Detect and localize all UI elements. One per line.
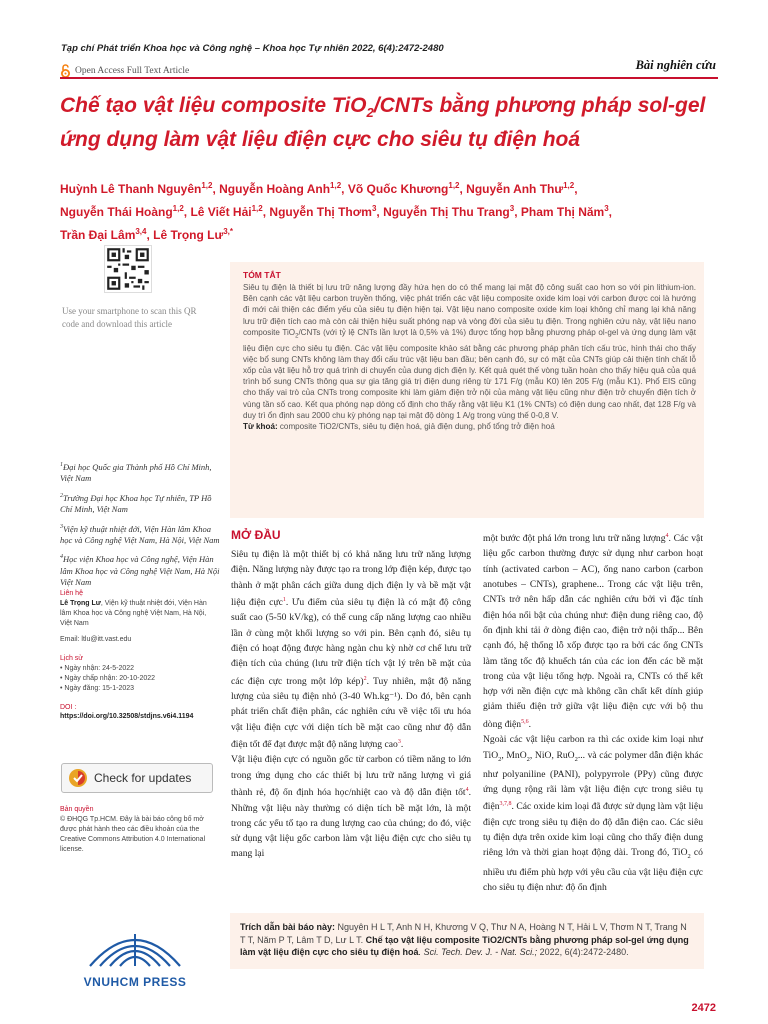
contact-heading: Liên hệ bbox=[60, 590, 83, 597]
keywords: Từ khoá: composite TiO2/CNTs, siêu tụ điện hoá, giả điện dung, phổ tổng trở điện hoá bbox=[243, 422, 555, 432]
vnuhcm-press-logo bbox=[60, 920, 210, 988]
author: Trần Đại Lâm$^{3,4}$, bbox=[60, 227, 154, 242]
affiliations bbox=[60, 460, 220, 595]
article-info bbox=[60, 586, 210, 720]
doi-heading: DOI : bbox=[60, 704, 77, 711]
title-line1-pre: Chế tạo vật liệu composite TiO bbox=[60, 94, 367, 117]
qr-caption: Use your smartphone to scan this QR code and download this article bbox=[62, 306, 197, 329]
author: Nguyễn Thái Hoàng$^{1,2}$, bbox=[60, 204, 191, 219]
author: Nguyễn Hoàng Anh$^{1,2}$, bbox=[219, 181, 348, 196]
history-item: • Ngày chấp nhận: 20-10-2022 bbox=[60, 675, 156, 682]
abstract-heading: TÓM TẮT bbox=[243, 270, 281, 280]
paragraph: Siêu tụ điện là một thiết bị có khả năng lưu trữ năng lượng điện. Năng lượng này được tạo ra trong lớp điện kép, được tạo thành ở mặt phân cách giữa dung dịch điện ly và bề mặt vật liệu điện cực$^1$. Ưu điểm của siêu tụ điện là có mật độ công suất cao (5-50 kV/kg), có thể cung cấp năng lượng cao nhiều lần ở cùng một khối lượng so với pin. Bên cạnh đó, siêu tụ điện có hoạt động được hàng ngàn chu kỳ nhờ cơ chế lưu trữ điện tích của chúng (lưu trữ điện tích vật lý trên bề mặt của các điện cực trong một lớp kép)$^2$. Tuy nhiên, mật độ năng lượng của siêu tụ điện nhỏ (3-40 Wh.kg⁻¹). Do đó, bên cạnh phát triển chất điện phân, các nghiên cứu về việc tối ưu hóa vật liệu điện cực với diện tích bề mặt cao cũng như độ dẫn điện tốt để đạt được mật độ năng lượng cao$^3$. bbox=[231, 549, 472, 751]
contact-info: Lê Trọng Lư, Viện kỹ thuật nhiệt đới, Viện Hàn lâm Khoa học và Công nghệ Việt Nam, Hà Nội, Việt Nam bbox=[60, 600, 207, 627]
author: Nguyễn Thị Thu Trang$^3$, bbox=[383, 204, 521, 219]
citation-journal: . Sci. Tech. Dev. J. - Nat. Sci.; bbox=[418, 947, 538, 957]
page-number: 2472 bbox=[691, 1002, 716, 1014]
author-list bbox=[60, 176, 700, 245]
qr-code[interactable] bbox=[104, 245, 152, 293]
citation-label: Trích dẫn bài báo này: bbox=[240, 922, 336, 932]
open-access-icon bbox=[60, 64, 71, 78]
citation-authors: Nguyên H L T, Anh N H, Khương V Q, Thư N A, Hoàng N T, Hải L V, Thơm N T, Trang N T T, Năm P T, Lâm T D, Lư L T. bbox=[240, 922, 687, 945]
copyright-heading: Bản quyền bbox=[60, 806, 94, 813]
abstract-box bbox=[230, 262, 704, 518]
title-subscript: 2 bbox=[366, 105, 374, 121]
history-heading: Lịch sử bbox=[60, 655, 83, 662]
journal-header: Tạp chí Phát triển Khoa học và Công nghệ – Khoa học Tự nhiên 2022, 6(4):2472-2480 bbox=[61, 43, 444, 54]
paragraph: một bước đột phá lớn trong lưu trữ năng lượng$^4$. Các vật liệu gốc carbon thường được sử dụng như carbon hoạt tính (activated carbon – AC), ống nano carbon (carbon anotubes – CNTs), graphene... Trong các vật liệu trên, CNTs trở nên hấp dẫn các nghiên cứu bởi vì đặc tính điện hóa nổi bật của chúng như: điện dung riêng cao, độ ổn định khi tải ở dòng điện cao, điện trở nội thấp... Bên cạnh đó, hệ thống lỗ xốp được tạo ra bởi các ống CNTs làm tăng tốc độ khuếch tán của các ion đến các bề mặt trong của vật liệu tổng hợp. Ngoài ra, CNTs có thể kết hợp với nền điện cực mà không cần chất kết dính giúp giảm thiểu điện trở giữa vật liệu điện cực với bộ thu dòng điện$^{5,6}$. bbox=[483, 533, 703, 730]
affiliation: $^1$Đại học Quốc gia Thành phố Hồ Chí Minh, Việt Nam bbox=[60, 461, 212, 484]
open-access-text: Open Access Full Text Article bbox=[75, 66, 190, 76]
author: Pham Thị Năm$^3$, bbox=[520, 204, 613, 219]
author: Lê Trọng $Lư^{3,*}$ bbox=[153, 227, 233, 242]
article-title bbox=[60, 92, 720, 153]
body-column-left bbox=[231, 547, 471, 862]
citation-box bbox=[230, 913, 704, 969]
press-logo-icon bbox=[60, 920, 210, 970]
open-access-label[interactable] bbox=[60, 64, 189, 78]
author: Võ Quốc Khương$^{1,2}$, bbox=[347, 181, 467, 196]
abstract-text: Siêu tụ điện là thiết bị lưu trữ năng lượng đầy hứa hẹn do có thể mang lại mật độ công suất cao hơn so với pin lithium-ion. Bên cạnh các vật liệu carbon truyền thống, việc phát triển các vật liệu composite oxide kim loại với carbon được coi là hướng đi mới cải thiện các điểm yếu của siêu tụ điện hiện tại. Vật liệu nano composite oxide kim loại không chỉ mang lại khả năng lưu trữ điện tích cao mà còn cải thiện hiệu suất phóng nạp và vòng đời của siêu tụ điện. Trong nghiên cứu này, vật liệu nano composite TiO$_2$/CNTs (với tỷ lệ CNTs lần lượt là 0,5% và 1%) được tổng hợp bằng phương pháp ol-gel và ứng dụng làm vật liệu điện cực cho siêu tụ điện. Các vật liệu composite khảo sát bằng các phương pháp phân tích cấu trúc, hình thái cho thấy việc bổ sung CNTs không làm thay đổi cấu trúc vật liệu ban đầu; bên cạnh đó, sự có mặt của CNTs giúp cải thiện tính chất lỗ xốp của vật liệu hỗ trợ quá trình di chuyển của dung dịch điện ly. Kết quả quét thế vòng tuần hoàn cho thấy hiệu quả của quá trình bổ sung CNTs thông qua sự gia tăng giá trị điện dung riêng từ 171 F/g (mẫu K0) lên 205 F/g (mẫu K1). Phổ EIS cũng cho thấy vai trò của CNTs trong composite khi làm giảm điện trở nội của màng vật liệu cũng như điện trở chuyển điện tích ở vùng tần số cao. Kết qua phóng nạp dòng cố định cho thấy rằng vật liệu K1 (1% CNTs) có điện dung cao nhất, đạt 128 F/g và duy trì ổn định sau 2000 chu kỳ phóng nạp tại mật độ dòng 1 A/g trong vùng thế 0-0,8 V. bbox=[243, 283, 696, 420]
check-updates-label: Check for updates bbox=[94, 771, 192, 785]
citation-title: Chế tạo vật liệu composite TiO2/CNTs bằng phương pháp sol-gel ứng dụng làm vật liệu điện cực cho siêu tụ điện hoá bbox=[240, 934, 689, 957]
body-column-right bbox=[483, 529, 703, 895]
history-item: • Ngày đăng: 15-1-2023 bbox=[60, 685, 135, 692]
author: Lê Viết Hải$^{1,2}$, bbox=[190, 204, 270, 219]
section-heading-intro: MỞ ĐẦU bbox=[231, 528, 281, 542]
paragraph: Ngoài các vật liệu carbon ra thì các oxide kim loại như TiO$_2$, MnO$_2$, NiO, RuO$_2$... và các polymer dẫn điện khác như polyaniline (PANI), polypyrrole (PPy) cũng được ứng dụng rộng rãi làm vật liệu điện cực trong siêu tụ điện$^{3,7,8}$. Các oxide kim loại đã được sử dụng làm vật liệu điện cực trong siêu tụ điện do độ dẫn điện cao. Các siêu tụ điện dựa trên oxide kim loại cũng cho thấy điện dung riêng lớn và thời gian hoạt động dài. Trong đó, TiO$_2$ có nhiều ưu điểm phù hợp với yêu cầu của vật liệu điện cực cho siêu tụ điện như: độ ổn định bbox=[483, 734, 703, 893]
press-name: VNUHCM PRESS bbox=[83, 975, 187, 989]
check-updates-icon bbox=[68, 768, 88, 788]
article-type-label: Bài nghiên cứu bbox=[635, 58, 716, 72]
header-divider bbox=[60, 77, 718, 79]
paragraph: Vật liệu điện cực có nguồn gốc từ carbon có tiềm năng to lớn trong ứng dụng cho các thiết bị lưu trữ năng lượng vì giá thành rẻ, độ ổn định hóa học/nhiệt cao và độ dẫn điện tốt$^4$. Những vật liệu này thường có diện tích bề mặt lớn, là một trong các yếu tố tạo ra dung lượng cao của chúng; do đó, việc sử dụng vật liệu gốc carbon làm vật liệu điện cực cho siêu tụ mang lại bbox=[231, 754, 471, 860]
copyright-block bbox=[60, 802, 210, 855]
history-item: • Ngày nhận: 24-5-2022 bbox=[60, 665, 135, 672]
contact-email[interactable]: Email: ltlu@itt.vast.edu bbox=[60, 636, 132, 643]
title-line2: ứng dụng làm vật liệu điện cực cho siêu tụ điện hoá bbox=[60, 128, 581, 152]
author: Nguyễn Thị Thơm$^3$, bbox=[269, 204, 384, 219]
citation-tail: 2022, 6(4):2472-2480. bbox=[537, 947, 629, 957]
doi-link[interactable]: https://doi.org/10.32508/stdjns.v6i4.1194 bbox=[60, 713, 194, 720]
affiliation: $^2$Trường Đại học Khoa học Tự nhiên, TP Hồ Chí Minh, Việt Nam bbox=[60, 492, 212, 515]
title-line1-post: /CNTs bằng phương pháp sol-gel bbox=[373, 94, 706, 117]
check-for-updates-button[interactable] bbox=[61, 763, 213, 793]
author: Nguyễn Anh Thư$^{1,2}$, bbox=[466, 181, 578, 196]
copyright-text: © ĐHQG Tp.HCM. Đây là bài báo công bố mở được phát hành theo các điều khoản của the Creative Commons Attribution 4.0 International license. bbox=[60, 816, 206, 853]
affiliation: $^4$Học viện Khoa học và Công nghệ, Viện Hàn lâm Khoa học và Công nghệ Việt Nam, Hà Nội Việt Nam bbox=[60, 554, 220, 588]
affiliation: $^3$Viện kỹ thuật nhiệt đới, Viện Hàn lâm Khoa học và Công nghệ Việt Nam, Hà Nội, Việt Nam bbox=[60, 523, 220, 545]
author: Huỳnh Lê Thanh Nguyên$^{1,2}$, bbox=[60, 181, 220, 196]
